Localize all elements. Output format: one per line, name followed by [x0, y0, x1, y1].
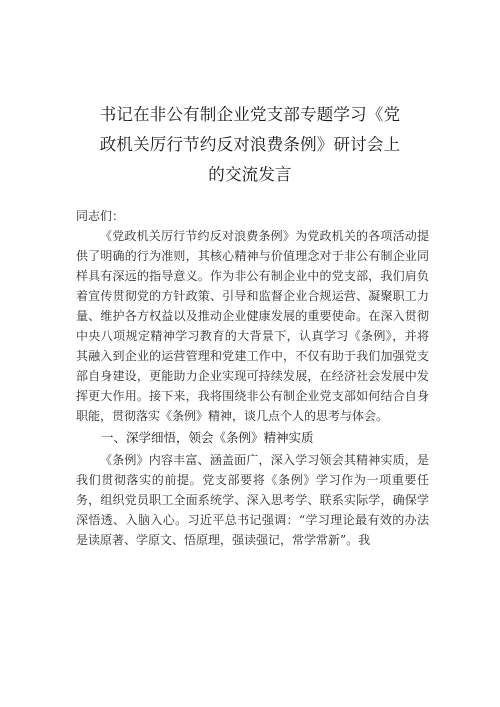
document-title	[0, 100, 500, 190]
salutation: 同志们：	[76, 209, 125, 223]
paragraph-section-1: 《条例》内容丰富、涵盖面广，深入学习领会其精神实质，是我们贯彻落实的前提。党支部要将《条例》学习作为一项重要任务，组织党员职工全面系统学、深入思考学、联系实际学，确保学深悟透、入脑入心。习近平总书记强调：“学习理论最有效的办法是读原著、学原文、悟原理，强读强记，常学常新”。我	[76, 453, 429, 547]
title-line-2: 政机关厉行节约反对浪费条例》研讨会上	[99, 135, 401, 154]
section-heading-1: 一、深学细悟，领会《条例》精神实质	[101, 430, 314, 445]
title-line-1: 书记在非公有制企业党支部专题学习《党	[99, 105, 401, 124]
title-line-3: 的交流发言	[208, 165, 292, 184]
document-body	[76, 206, 429, 550]
paragraph-intro: 《党政机关厉行节约反对浪费条例》为党政机关的各项活动提供了明确的行为准则，其核心精神与价值理念对于非公有制企业同样具有深远的指导意义。作为非公有制企业中的党支部，我们肩负着宣传贯彻党的方针政策、引导和监督企业合规运营、凝聚职工力量、维护各方权益以及推动企业健康发展的重要使命。在深入贯彻中央八项规定精神学习教育的大背景下，认真学习《条例》，并将其融入到企业的运营管理和党建工作中，不仅有助于我们加强党支部自身建设，更能助力企业实现可持续发展，在经济社会发展中发挥更大作用。接下来，我将围绕非公有制企业党支部如何结合自身职能，贯彻落实《条例》精神，谈几点个人的思考与体会。	[76, 229, 429, 423]
